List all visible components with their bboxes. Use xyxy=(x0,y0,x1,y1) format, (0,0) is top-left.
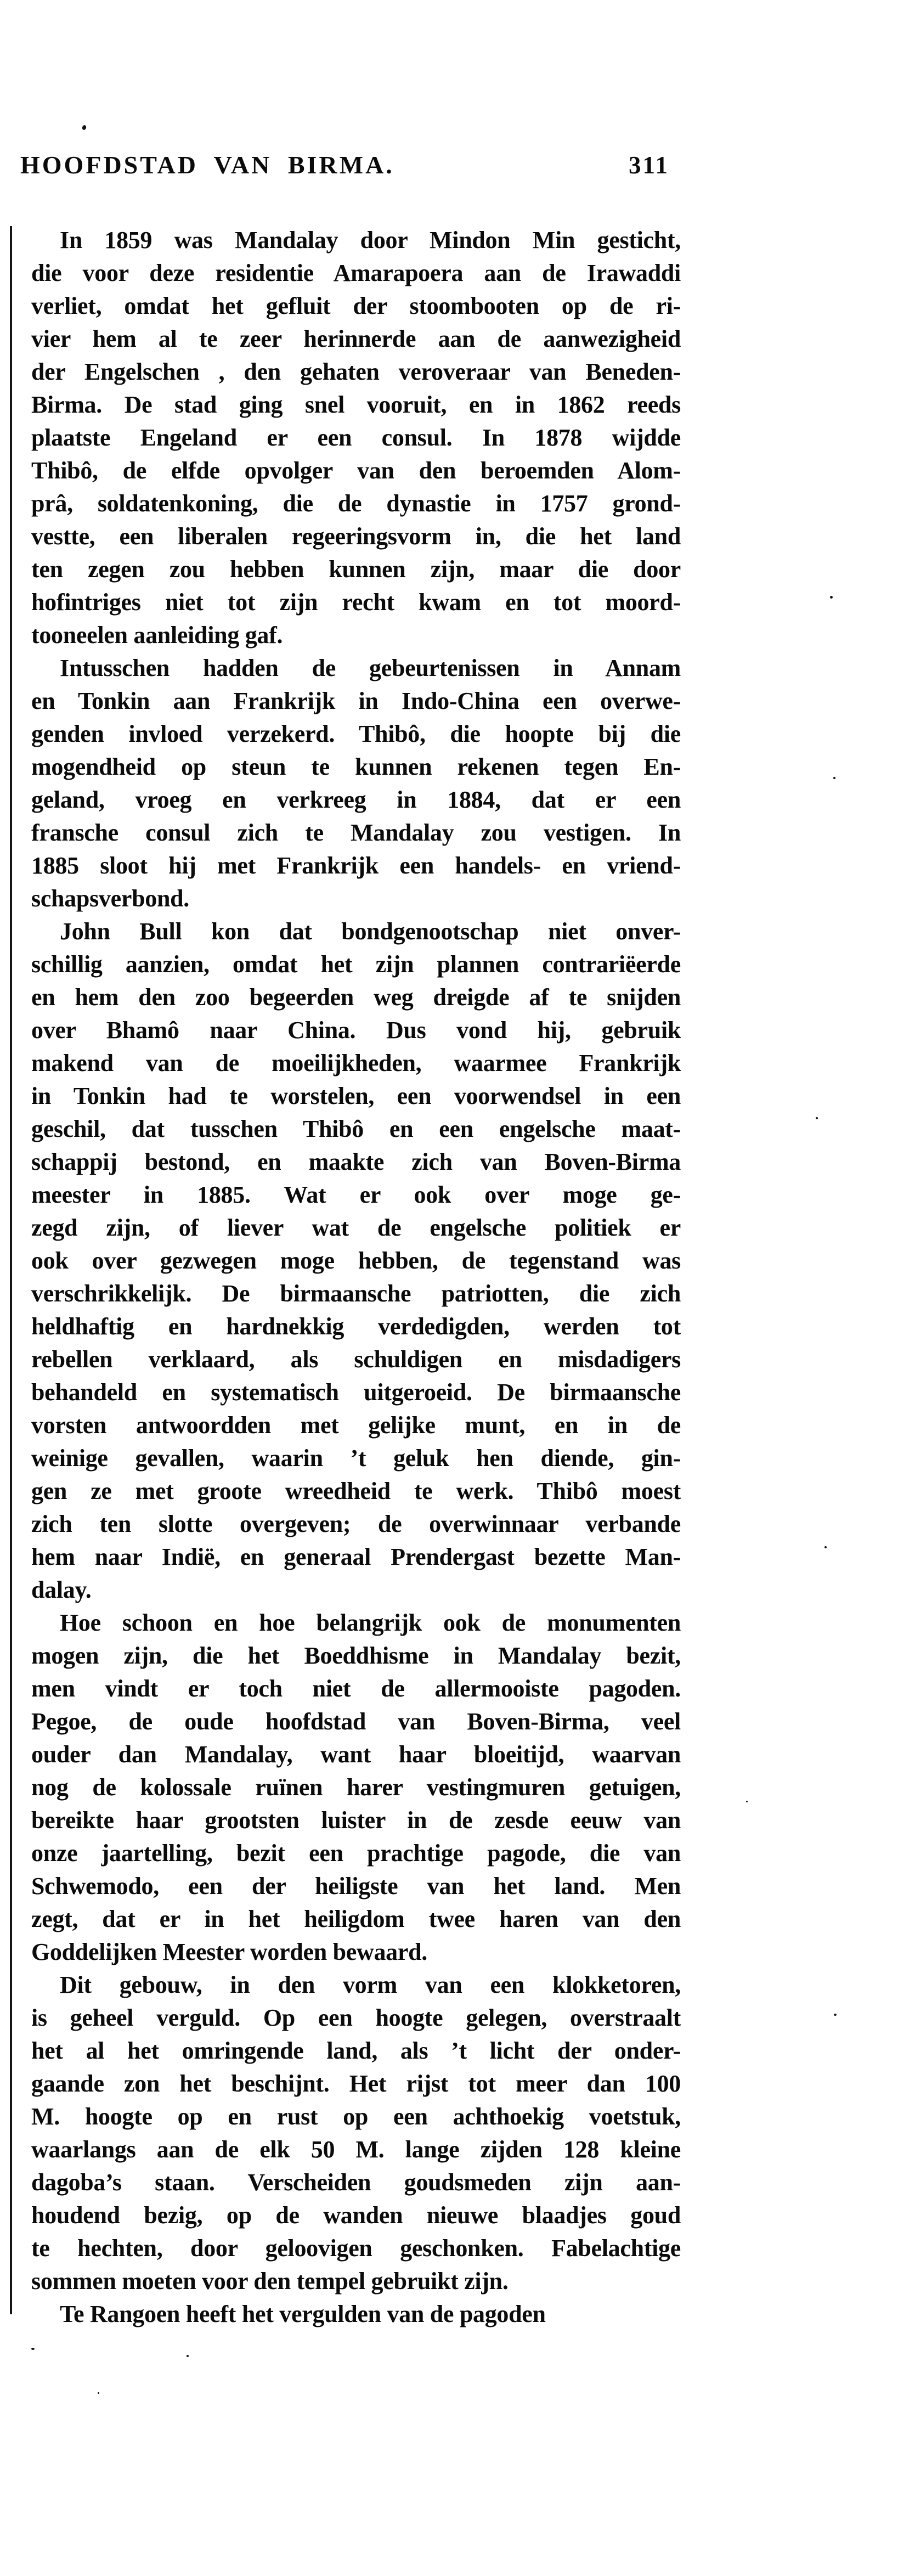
text-line: 1885 sloot hij met Frankrijk een handels- en vriend- xyxy=(31,852,681,879)
text-line: en hem den zoo begeerden weg dreigde af te snijden xyxy=(31,984,681,1011)
text-line: M. hoogte op en rust op een achthoekig voetstuk, xyxy=(31,2103,681,2130)
text-line: die voor deze residentie Amarapoera aan de Irawaddi xyxy=(31,260,681,286)
ink-speck xyxy=(833,777,835,779)
page-header xyxy=(20,153,669,178)
text-line: Pegoe, de oude hoofdstad van Boven-Birma, veel xyxy=(31,1708,681,1735)
ink-speck xyxy=(187,2355,189,2357)
ink-speck xyxy=(82,125,87,131)
text-line: heldhaftig en hardnekkig verdedigden, werden tot xyxy=(31,1313,681,1340)
text-line: schappij bestond, en maakte zich van Boven-Birma xyxy=(31,1148,681,1175)
text-line: over Bhamô naar China. Dus vond hij, gebruik xyxy=(31,1017,681,1044)
text-line: ouder dan Mandalay, want haar bloeitijd, waarvan xyxy=(31,1741,681,1768)
text-line: gaande zon het beschijnt. Het rijst tot meer dan 100 xyxy=(31,2070,681,2097)
text-line: en Tonkin aan Frankrijk in Indo-China een overwe- xyxy=(31,687,681,714)
paragraph xyxy=(31,915,681,1607)
text-line: Thibô, de elfde opvolger van den beroemden Alom- xyxy=(31,457,681,484)
text-line: vestte, een liberalen regeeringsvorm in, die het land xyxy=(31,523,681,550)
paragraph xyxy=(31,224,681,652)
text-line: makend van de moeilijkheden, waarmee Frankrijk xyxy=(31,1050,681,1076)
text-line: weinige gevallen, waarin ’t geluk hen diende, gin- xyxy=(31,1445,681,1472)
text-line: meester in 1885. Wat er ook over moge ge- xyxy=(31,1181,681,1208)
text-line: Te Rangoen heeft het vergulden van de pagoden xyxy=(60,2301,546,2327)
ink-speck xyxy=(816,1117,818,1119)
text-line: genden invloed verzekerd. Thibô, die hoopte bij die xyxy=(31,720,681,747)
text-line: Birma. De stad ging snel vooruit, en in 1862 reeds xyxy=(31,391,681,418)
text-line: te hechten, door geloovigen geschonken. Fabelachtige xyxy=(31,2235,681,2262)
paragraph xyxy=(31,1969,681,2298)
text-line: vier hem al te zeer herinnerde aan de aanwezigheid xyxy=(31,325,681,352)
text-line: Hoe schoon en hoe belangrijk ook de monumenten xyxy=(60,1609,681,1636)
ink-speck xyxy=(746,1801,748,1802)
ink-speck xyxy=(834,2014,837,2016)
text-line: bereikte haar grootsten luister in de zesde eeuw van xyxy=(31,1807,681,1834)
text-line: geland, vroeg en verkreeg in 1884, dat er een xyxy=(31,786,681,813)
left-margin-rule xyxy=(10,226,12,2314)
text-line: In 1859 was Mandalay door Mindon Min gesticht, xyxy=(60,227,681,253)
text-line: schapsverbond. xyxy=(31,885,189,912)
text-line: men vindt er toch niet de allermooiste pagoden. xyxy=(31,1675,681,1702)
text-line: ten zegen zou hebben kunnen zijn, maar die door xyxy=(31,556,681,583)
running-title: HOOFDSTAD VAN BIRMA. xyxy=(20,151,394,179)
ink-speck xyxy=(830,596,833,599)
text-line: het al het omringende land, als ’t licht der onder- xyxy=(31,2037,681,2064)
text-line: mogendheid op steun te kunnen rekenen tegen En- xyxy=(31,753,681,780)
text-line: zegd zijn, of liever wat de engelsche politiek er xyxy=(31,1214,681,1241)
text-line: tooneelen aanleiding gaf. xyxy=(31,622,283,649)
text-line: behandeld en systematisch uitgeroeid. De birmaansche xyxy=(31,1379,681,1406)
text-line: ook over gezwegen moge hebben, de tegenstand was xyxy=(31,1247,681,1274)
text-line: fransche consul zich te Mandalay zou vestigen. In xyxy=(31,819,681,846)
text-line: zich ten slotte overgeven; de overwinnaar verbande xyxy=(31,1510,681,1537)
paragraph xyxy=(31,2298,681,2331)
text-line: plaatste Engeland er een consul. In 1878 wijdde xyxy=(31,424,681,451)
text-line: Goddelijken Meester worden bewaard. xyxy=(31,1938,427,1965)
text-line: Schwemodo, een der heiligste van het land. Men xyxy=(31,1873,681,1899)
text-block xyxy=(31,224,681,2331)
text-line: houdend bezig, op de wanden nieuwe blaadjes goud xyxy=(31,2202,681,2229)
text-line: nog de kolossale ruïnen harer vestingmuren getuigen, xyxy=(31,1774,681,1801)
text-line: sommen moeten voor den tempel gebruikt zijn. xyxy=(31,2268,509,2295)
text-line: in Tonkin had te worstelen, een voorwendsel in een xyxy=(31,1083,681,1109)
text-line: onze jaartelling, bezit een prachtige pagode, die van xyxy=(31,1840,681,1867)
paragraph xyxy=(31,652,681,915)
text-line: John Bull kon dat bondgenootschap niet onver- xyxy=(60,918,681,945)
text-line: dalay. xyxy=(31,1576,92,1603)
ink-speck xyxy=(824,1546,827,1548)
text-line: verschrikkelijk. De birmaansche patriotten, die zich xyxy=(31,1280,681,1307)
text-line: hofintriges niet tot zijn recht kwam en tot moord- xyxy=(31,589,681,616)
text-line: gen ze met groote wreedheid te werk. Thibô moest xyxy=(31,1478,681,1504)
text-line: verliet, omdat het gefluit der stoombooten op de ri- xyxy=(31,292,681,319)
text-line: prâ, soldatenkoning, die de dynastie in 1757 grond- xyxy=(31,490,681,517)
text-line: is geheel verguld. Op een hoogte gelegen, overstraalt xyxy=(31,2004,681,2031)
text-line: Intusschen hadden de gebeurtenissen in Annam xyxy=(60,655,681,681)
text-line: waarlangs aan de elk 50 M. lange zijden 128 kleine xyxy=(31,2136,681,2163)
text-line: geschil, dat tusschen Thibô en een engelsche maat- xyxy=(31,1115,681,1142)
ink-speck xyxy=(31,2348,35,2350)
text-line: schillig aanzien, omdat het zijn plannen contrariëerde xyxy=(31,951,681,978)
text-line: Dit gebouw, in den vorm van een klokketoren, xyxy=(60,1971,681,1998)
text-line: dagoba’s staan. Verscheiden goudsmeden zijn aan- xyxy=(31,2169,681,2196)
text-line: hem naar Indië, en generaal Prendergast bezette Man- xyxy=(31,1543,681,1570)
text-line: mogen zijn, die het Boeddhisme in Mandalay bezit, xyxy=(31,1642,681,1669)
text-line: rebellen verklaard, als schuldigen en misdadigers xyxy=(31,1346,681,1373)
text-line: vorsten antwoordden met gelijke munt, en in de xyxy=(31,1412,681,1439)
ink-speck xyxy=(98,2392,99,2394)
page-number: 311 xyxy=(628,151,669,179)
paragraph xyxy=(31,1607,681,1969)
text-line: der Engelschen , den gehaten veroveraar van Beneden- xyxy=(31,358,681,385)
text-line: zegt, dat er in het heiligdom twee haren van den xyxy=(31,1906,681,1932)
